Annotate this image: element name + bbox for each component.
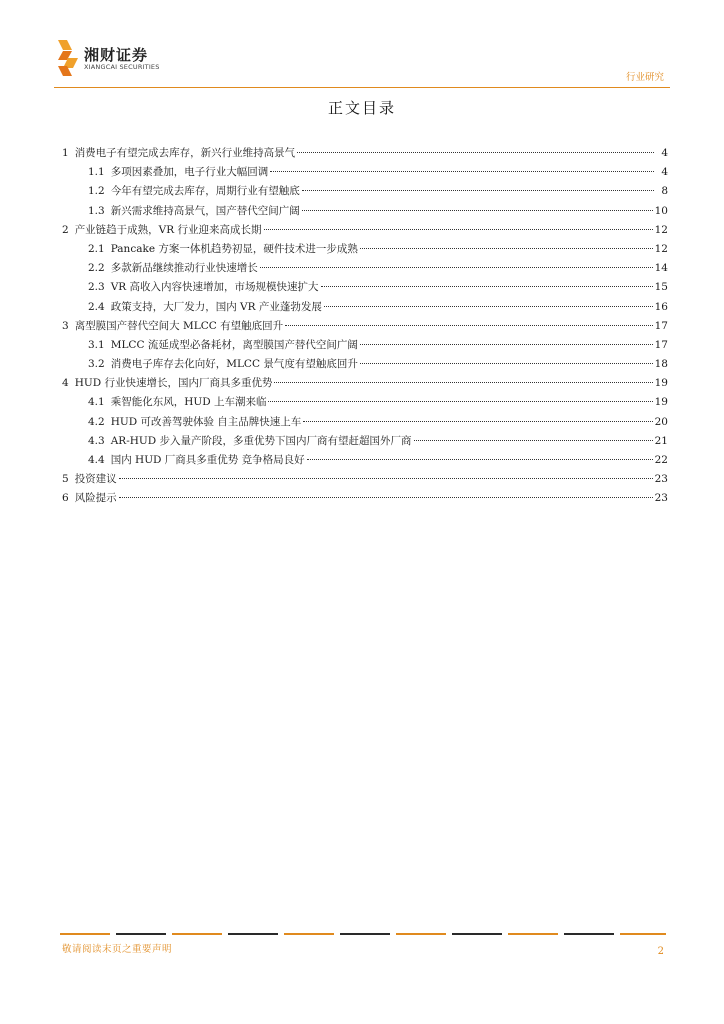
toc-entry-page: 21 — [654, 434, 668, 447]
brand-name-cn: 湘财证券 — [84, 46, 149, 64]
toc-entry-title: VR 高收入内容快速增加，市场规模快速扩大 — [110, 281, 319, 294]
toc-entry-title: HUD 可改善驾驶体验 自主品牌快速上车 — [110, 415, 302, 428]
toc-entry[interactable] — [62, 144, 668, 163]
toc-entry[interactable] — [62, 336, 668, 355]
toc-entry[interactable] — [62, 355, 668, 374]
toc-entry-title: 新兴需求维持高景气，国产替代空间广阔 — [110, 204, 300, 217]
table-of-contents — [62, 144, 668, 509]
toc-entry-title: 消费电子有望完成去库存，新兴行业维持高景气 — [74, 147, 296, 159]
toc-entry-title: AR-HUD 步入量产阶段，多重优势下国内厂商有望赶超国外厂商 — [110, 434, 412, 447]
footer-rule-segment — [396, 933, 446, 935]
toc-entry[interactable] — [62, 182, 668, 201]
toc-entry-title: 投资建议 — [74, 473, 117, 486]
footer-rule-segment — [172, 933, 222, 935]
toc-entry-title: 今年有望完成去库存，周期行业有望触底 — [110, 185, 300, 198]
toc-dot-leader — [297, 152, 654, 153]
toc-entry-number: 1.1 — [88, 166, 105, 179]
brand-name-en: XIANGCAI SECURITIES — [84, 63, 160, 71]
toc-dot-leader — [360, 248, 653, 249]
toc-entry-number: 4.4 — [88, 454, 105, 466]
toc-dot-leader — [268, 401, 652, 402]
footer-rule-segment — [340, 933, 390, 935]
toc-entry-page: 19 — [654, 377, 668, 390]
toc-dot-leader — [264, 229, 653, 230]
toc-entry-number: 4.1 — [88, 396, 105, 409]
toc-entry-page: 12 — [654, 223, 668, 236]
toc-entry[interactable] — [62, 413, 668, 432]
toc-entry-number: 1 — [62, 147, 69, 159]
toc-entry-title: MLCC 流延成型必备耗材，离型膜国产替代空间广阔 — [110, 338, 358, 351]
toc-entry-number: 2 — [62, 223, 69, 236]
toc-entry-title: 风险提示 — [74, 492, 117, 505]
toc-dot-leader — [414, 440, 653, 441]
toc-dot-leader — [307, 459, 653, 460]
toc-entry-title: 政策支持，大厂发力，国内 VR 产业蓬勃发展 — [110, 300, 322, 313]
toc-entry-number: 5 — [62, 473, 69, 486]
toc-entry-title: HUD 行业快速增长，国内厂商具多重优势 — [74, 377, 273, 390]
footer-rule-segment — [284, 933, 334, 935]
toc-entry[interactable] — [62, 298, 668, 317]
toc-entry-number: 2.3 — [88, 281, 105, 294]
footer-rule-segment — [620, 933, 666, 935]
toc-entry[interactable] — [62, 278, 668, 297]
toc-dot-leader — [324, 306, 653, 307]
toc-entry-number: 1.2 — [88, 185, 105, 198]
toc-entry[interactable] — [62, 432, 668, 451]
toc-entry-title: 国内 HUD 厂商具多重优势 竞争格局良好 — [110, 454, 305, 466]
toc-entry[interactable] — [62, 163, 668, 182]
toc-dot-leader — [303, 421, 652, 422]
toc-dot-leader — [285, 325, 652, 326]
toc-dot-leader — [260, 267, 653, 268]
toc-entry-title: Pancake 方案一体机趋势初显，硬件技术进一步成熟 — [110, 242, 358, 255]
toc-entry-title: 产业链趋于成熟，VR 行业迎来高成长期 — [74, 223, 262, 236]
toc-entry[interactable] — [62, 202, 668, 221]
toc-entry[interactable] — [62, 221, 668, 240]
toc-entry[interactable] — [62, 470, 668, 489]
toc-entry-title: 多项因素叠加，电子行业大幅回调 — [110, 166, 269, 179]
toc-entry[interactable] — [62, 317, 668, 336]
toc-entry[interactable] — [62, 393, 668, 412]
toc-entry-title: 乘智能化东风，HUD 上车潮来临 — [110, 396, 267, 409]
toc-entry-number: 4.3 — [88, 434, 105, 447]
footer-rule-segment — [564, 933, 614, 935]
toc-dot-leader — [119, 497, 653, 498]
toc-entry-number: 4.2 — [88, 415, 105, 428]
toc-entry-page: 10 — [654, 204, 668, 217]
toc-entry[interactable] — [62, 374, 668, 393]
toc-entry-number: 2.2 — [88, 262, 105, 275]
toc-entry-number: 3 — [62, 319, 69, 332]
toc-entry-page: 14 — [654, 262, 668, 275]
toc-entry[interactable] — [62, 240, 668, 259]
toc-entry-title: 消费电子库存去化向好，MLCC 景气度有望触底回升 — [110, 358, 358, 371]
toc-entry-page: 19 — [654, 396, 668, 409]
footer-rule-segment — [452, 933, 502, 935]
toc-entry-page: 17 — [654, 338, 668, 351]
toc-entry-title: 离型膜国产替代空间大 MLCC 有望触底回升 — [74, 319, 284, 332]
page-title: 正文目录 — [327, 99, 396, 117]
footer-disclaimer-note: 敬请阅读末页之重要声明 — [62, 944, 173, 955]
toc-dot-leader — [119, 478, 653, 479]
page-number: 2 — [657, 946, 664, 957]
page-header — [0, 0, 724, 92]
toc-dot-leader — [302, 190, 654, 191]
footer-rule-segment — [116, 933, 166, 935]
toc-entry[interactable] — [62, 451, 668, 470]
toc-entry[interactable] — [62, 259, 668, 278]
toc-entry-page: 16 — [654, 300, 668, 313]
toc-entry-page: 15 — [654, 281, 668, 294]
toc-dot-leader — [302, 210, 653, 211]
toc-entry-number: 2.1 — [88, 242, 105, 255]
toc-entry-number: 4 — [62, 377, 69, 390]
toc-entry-page: 18 — [654, 358, 668, 371]
toc-entry[interactable] — [62, 489, 668, 508]
toc-dot-leader — [270, 171, 654, 172]
toc-entry-page: 4 — [661, 147, 668, 159]
footer-rule-segment — [60, 933, 110, 935]
toc-entry-title: 多款新品继续推动行业快速增长 — [110, 262, 258, 275]
toc-entry-page: 8 — [661, 185, 668, 198]
toc-entry-number: 3.2 — [88, 358, 105, 371]
toc-entry-page: 23 — [654, 473, 668, 486]
toc-entry-page: 22 — [654, 454, 668, 466]
toc-entry-page: 17 — [654, 319, 668, 332]
toc-entry-page: 4 — [661, 166, 668, 179]
header-divider — [54, 87, 670, 88]
footer-rule-segment — [508, 933, 558, 935]
xiangcai-logo-icon — [54, 38, 80, 78]
toc-entry-number: 1.3 — [88, 204, 105, 217]
footer-divider — [60, 933, 666, 936]
toc-dot-leader — [321, 286, 653, 287]
toc-dot-leader — [360, 344, 653, 345]
toc-entry-number: 6 — [62, 492, 69, 505]
toc-dot-leader — [274, 382, 652, 383]
toc-entry-page: 23 — [654, 492, 668, 505]
toc-entry-number: 2.4 — [88, 300, 105, 313]
toc-entry-number: 3.1 — [88, 338, 105, 351]
toc-entry-page: 20 — [654, 415, 668, 428]
footer-rule-segment — [228, 933, 278, 935]
toc-entry-page: 12 — [654, 242, 668, 255]
section-tag: 行业研究 — [625, 72, 664, 83]
toc-dot-leader — [360, 363, 653, 364]
